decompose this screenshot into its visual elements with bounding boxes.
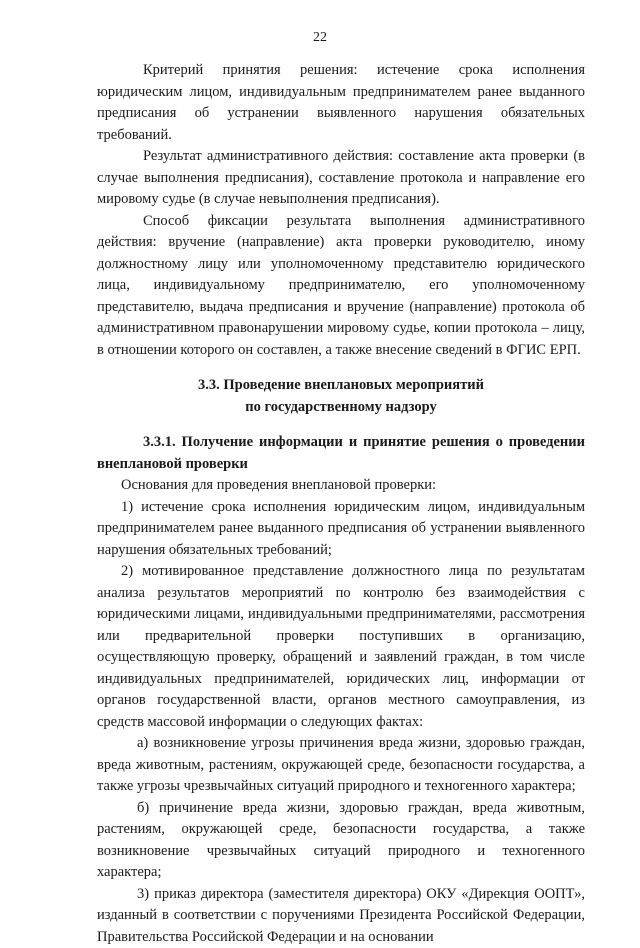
- list-item-2a: а) возникновение угрозы причинения вреда жизни, здоровью граждан, вреда животным, растениям, окружающей среде, безопасности государства, а также угрозы чрезвычайных ситуаций природного и техногенного характера;: [97, 733, 585, 798]
- paragraph-fixation: Способ фиксации результата выполнения административного действия: вручение (направление) акта проверки руководителю, иному должностному лицу или уполномоченному представителю юридического лица, индивидуальному предпринимателю, его уполномоченному представителю, выдача предписания и вручение (направление) протокола об административном правонарушении мировому судье, копии протокола – лицу, в отношении которого он составлен, а также внесение сведений в ФГИС ЕРП.: [97, 211, 585, 362]
- list-item-1: 1) истечение срока исполнения юридическим лицом, индивидуальным предпринимателем ранее выданного предписания об устранении выявленного нарушения обязательных требований;: [97, 497, 585, 562]
- document-body: [97, 60, 585, 948]
- paragraph-criterion: Критерий принятия решения: истечение срока исполнения юридическим лицом, индивидуальным предпринимателем ранее выданного предписания об устранении выявленного нарушения обязательных требований.: [97, 60, 585, 146]
- section-heading-line1: 3.3. Проведение внеплановых мероприятий: [97, 375, 585, 397]
- grounds-intro: Основания для проведения внеплановой проверки:: [97, 475, 585, 497]
- section-heading-line2: по государственному надзору: [97, 397, 585, 419]
- subsection-heading: 3.3.1. Получение информации и принятие решения о проведении внеплановой проверки: [97, 432, 585, 475]
- list-item-2: 2) мотивированное представление должностного лица по результатам анализа результатов мероприятий по контролю без взаимодействия с юридическими лицами, индивидуальными предпринимателями, рассмотрения или предварительной проверки поступивших в организацию, осуществляющую проверку, обращений и заявлений граждан, в том числе индивидуальных предпринимателей, юридических лиц, информации от органов государственной власти, органов местного самоуправления, из средств массовой информации о следующих фактах:: [97, 561, 585, 733]
- section-heading: [97, 375, 585, 418]
- list-item-2b: б) причинение вреда жизни, здоровью граждан, вреда животным, растениям, окружающей среде, безопасности государства, а также возникновение чрезвычайных ситуаций природного и техногенного характера;: [97, 798, 585, 884]
- list-item-3: 3) приказ директора (заместителя директора) ОКУ «Дирекция ООПТ», изданный в соответствии с поручениями Президента Российской Федерации, Правительства Российской Федерации и на основании: [97, 884, 585, 948]
- paragraph-result: Результат административного действия: составление акта проверки (в случае выполнения предписания), составление протокола и направление его мировому судье (в случае невыполнения предписания).: [97, 146, 585, 211]
- page-number: 22: [0, 30, 640, 46]
